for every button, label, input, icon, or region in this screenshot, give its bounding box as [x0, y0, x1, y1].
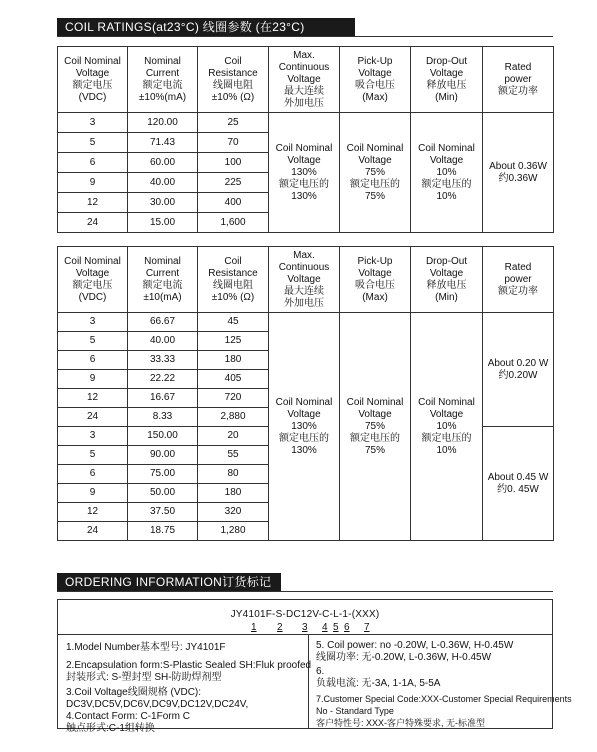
- text-line: 额定电流: [142, 79, 183, 91]
- text-line: Voltage: [358, 408, 392, 420]
- text-line: 额定电压的: [421, 178, 472, 190]
- text-line: Voltage: [358, 267, 392, 279]
- voltage-cell: 6: [58, 465, 128, 484]
- text-line: Nominal: [144, 255, 181, 267]
- current-cell: 71.43: [128, 133, 198, 153]
- text-line: Nominal: [144, 55, 181, 67]
- pickup-voltage-cell: [340, 313, 411, 541]
- table-header-row: [58, 247, 554, 313]
- text-line: Voltage: [358, 154, 392, 166]
- code-digit: 7: [364, 622, 370, 633]
- text-line: 额定电流: [142, 279, 183, 291]
- current-cell: 60.00: [128, 153, 198, 173]
- text-line: 额定电压的: [279, 178, 329, 190]
- header-cell: [198, 247, 269, 313]
- coil-ratings-table-1: [57, 46, 554, 233]
- text-line: Voltage: [287, 408, 321, 420]
- text-line: (Min): [435, 291, 458, 303]
- order-item-coil-voltage: [66, 687, 248, 711]
- text-line: Coil Nominal: [64, 55, 121, 67]
- text-line: 外加电压: [284, 97, 324, 109]
- voltage-cell: 3: [58, 427, 128, 446]
- order-item-coil-power: [316, 640, 513, 664]
- order-item-encapsulation: [66, 660, 311, 684]
- header-cell: [483, 47, 554, 113]
- text-line: (Min): [435, 91, 458, 103]
- text-line: 负载电流: 无-3A, 1-1A, 5-5A: [316, 678, 441, 689]
- current-cell: 50.00: [128, 484, 198, 503]
- table-row: [58, 113, 554, 133]
- text-line: 1.Model Number基本型号: JY4101F: [66, 642, 226, 653]
- text-line: 10%: [436, 166, 457, 178]
- text-line: 额定电压的: [350, 432, 400, 444]
- resistance-cell: 1,280: [198, 522, 269, 541]
- text-line: About 0.20 W: [487, 357, 549, 369]
- ordering-information-box: [57, 599, 572, 734]
- resistance-cell: 25: [198, 113, 269, 133]
- pickup-voltage-cell: [340, 113, 411, 233]
- text-line: Voltage: [75, 67, 110, 79]
- text-line: Voltage: [287, 154, 321, 166]
- header-cell: [198, 47, 269, 113]
- code-digit: 5: [333, 622, 339, 633]
- current-cell: 33.33: [128, 351, 198, 370]
- text-line: Voltage: [429, 267, 464, 279]
- resistance-cell: 2,880: [198, 408, 269, 427]
- text-line: power: [504, 73, 532, 85]
- voltage-cell: 9: [58, 370, 128, 389]
- resistance-cell: 125: [198, 332, 269, 351]
- text-line: 10%: [436, 420, 457, 432]
- resistance-cell: 320: [198, 503, 269, 522]
- header-cell: [340, 47, 411, 113]
- text-line: 线圈电阻: [213, 79, 253, 91]
- text-line: Pick-Up: [357, 255, 393, 267]
- voltage-cell: 9: [58, 173, 128, 193]
- text-line: 线圈功率: 无-0.20W, L-0.36W, H-0.45W: [316, 652, 492, 663]
- header-cell: [411, 247, 483, 313]
- text-line: Voltage: [429, 67, 464, 79]
- text-line: Current: [145, 67, 180, 79]
- code-digit: 4: [322, 622, 328, 633]
- text-line: 3.Coil Voltage线圈规格 (VDC):: [66, 687, 202, 698]
- divider: [58, 634, 552, 635]
- section-rule: [57, 36, 553, 37]
- code-digit: 2: [277, 622, 283, 633]
- order-item-customer-code: [316, 693, 572, 729]
- resistance-cell: 1,600: [198, 213, 269, 233]
- voltage-cell: 6: [58, 351, 128, 370]
- text-line: Voltage: [429, 408, 464, 420]
- rated-power-cell: [483, 113, 554, 233]
- text-line: Coil Nominal: [64, 255, 121, 267]
- text-line: 外加电压: [284, 297, 324, 309]
- current-cell: 120.00: [128, 113, 198, 133]
- text-line: 额定电压: [72, 279, 113, 291]
- ordering-information-title: ORDERING INFORMATION订货标记: [57, 573, 281, 591]
- voltage-cell: 12: [58, 389, 128, 408]
- resistance-cell: 400: [198, 193, 269, 213]
- current-cell: 15.00: [128, 213, 198, 233]
- text-line: 额定电压的: [350, 178, 400, 190]
- text-line: Rated: [504, 261, 532, 273]
- text-line: Continuous: [278, 261, 330, 273]
- header-cell: [128, 247, 198, 313]
- text-line: 130%: [291, 190, 317, 202]
- text-line: Coil Nominal: [275, 396, 333, 408]
- text-line: 约0.36W: [498, 172, 538, 184]
- text-line: 2.Encapsulation form:S-Plastic Sealed SH:Fluk proofed: [66, 660, 312, 671]
- rated-power-cell: [483, 313, 554, 427]
- text-line: Voltage: [287, 273, 321, 285]
- max-voltage-cell: [269, 113, 340, 233]
- text-line: Coil Nominal: [346, 142, 404, 154]
- max-voltage-cell: [269, 313, 340, 541]
- text-line: DC3V,DC5V,DC6V,DC9V,DC12V,DC24V,: [66, 699, 249, 710]
- voltage-cell: 24: [58, 213, 128, 233]
- resistance-cell: 45: [198, 313, 269, 332]
- current-cell: 75.00: [128, 465, 198, 484]
- text-line: Voltage: [429, 154, 464, 166]
- text-line: Voltage: [75, 267, 110, 279]
- current-cell: 90.00: [128, 446, 198, 465]
- text-line: 吸合电压: [355, 79, 395, 91]
- resistance-cell: 405: [198, 370, 269, 389]
- order-item-load-current: [316, 666, 440, 690]
- text-line: Resistance: [208, 67, 258, 79]
- dropout-voltage-cell: [411, 313, 483, 541]
- rated-power-cell: [483, 427, 554, 541]
- voltage-cell: 9: [58, 484, 128, 503]
- text-line: No - Standard Type: [316, 706, 394, 716]
- voltage-cell: 3: [58, 313, 128, 332]
- text-line: Voltage: [287, 73, 321, 85]
- text-line: ±10% (Ω): [211, 91, 255, 103]
- text-line: 10%: [436, 444, 457, 456]
- resistance-cell: 55: [198, 446, 269, 465]
- text-line: Coil Nominal: [346, 396, 404, 408]
- text-line: 释放电压: [426, 279, 467, 291]
- text-line: 75%: [364, 190, 385, 202]
- text-line: Resistance: [208, 267, 258, 279]
- voltage-cell: 24: [58, 408, 128, 427]
- text-line: 5. Coil power: no -0.20W, L-0.36W, H-0.45W: [316, 640, 514, 651]
- resistance-cell: 80: [198, 465, 269, 484]
- current-cell: 30.00: [128, 193, 198, 213]
- voltage-cell: 24: [58, 522, 128, 541]
- code-digit: 3: [302, 622, 308, 633]
- text-line: 最大连续: [284, 85, 324, 97]
- part-number: JY4101F-S-DC12V-C-L-1-(XXX): [230, 609, 380, 620]
- text-line: 额定功率: [498, 285, 538, 297]
- voltage-cell: 12: [58, 503, 128, 522]
- dropout-voltage-cell: [411, 113, 483, 233]
- header-cell: [58, 47, 128, 113]
- header-cell: [58, 247, 128, 313]
- coil-ratings-table-2: [57, 246, 554, 541]
- text-line: 额定电压: [72, 79, 113, 91]
- order-item-model: [66, 642, 226, 654]
- voltage-cell: 5: [58, 446, 128, 465]
- resistance-cell: 225: [198, 173, 269, 193]
- text-line: 客户特性号: XXX-客户特殊要求, 无-标准型: [316, 718, 486, 728]
- text-line: 75%: [364, 444, 385, 456]
- current-cell: 18.75: [128, 522, 198, 541]
- header-cell: [269, 247, 340, 313]
- text-line: 130%: [291, 420, 317, 432]
- text-line: Coil Nominal: [418, 396, 475, 408]
- header-cell: [483, 247, 554, 313]
- text-line: Coil: [224, 255, 242, 267]
- resistance-cell: 180: [198, 351, 269, 370]
- resistance-cell: 720: [198, 389, 269, 408]
- text-line: (VDC): [78, 91, 107, 103]
- text-line: 最大连续: [284, 285, 324, 297]
- text-line: 封装形式: S-塑封型 SH-防助焊剂型: [66, 672, 222, 683]
- text-line: (VDC): [78, 291, 107, 303]
- text-line: power: [504, 273, 532, 285]
- text-line: 额定电压的: [421, 432, 472, 444]
- text-line: Voltage: [358, 67, 392, 79]
- header-cell: [411, 47, 483, 113]
- text-line: 130%: [291, 166, 317, 178]
- header-cell: [269, 47, 340, 113]
- text-line: 额定功率: [498, 85, 538, 97]
- text-line: 10%: [436, 190, 457, 202]
- current-cell: 22.22: [128, 370, 198, 389]
- text-line: Drop-Out: [425, 55, 468, 67]
- text-line: 4.Contact Form: C-1Form C: [66, 711, 190, 722]
- text-line: ±10% (Ω): [211, 291, 255, 303]
- text-line: 130%: [291, 444, 317, 456]
- text-line: 线圈电阻: [213, 279, 253, 291]
- current-cell: 40.00: [128, 173, 198, 193]
- table-header-row: [58, 47, 554, 113]
- text-line: Drop-Out: [425, 255, 468, 267]
- text-line: Continuous: [278, 61, 330, 73]
- text-line: About 0.45 W: [487, 471, 549, 483]
- text-line: Rated: [504, 61, 532, 73]
- table-row: [58, 313, 554, 332]
- current-cell: 66.67: [128, 313, 198, 332]
- text-line: ±10(mA): [143, 291, 182, 303]
- resistance-cell: 180: [198, 484, 269, 503]
- voltage-cell: 3: [58, 113, 128, 133]
- voltage-cell: 5: [58, 133, 128, 153]
- resistance-cell: 100: [198, 153, 269, 173]
- coil-ratings-title: COIL RATINGS(at23°C) 线圈参数 (在23°C): [57, 18, 355, 36]
- text-line: 吸合电压: [355, 279, 395, 291]
- text-line: 触点形式:C-1组转换: [66, 723, 155, 734]
- text-line: Pick-Up: [357, 55, 393, 67]
- current-cell: 8.33: [128, 408, 198, 427]
- text-line: About 0.36W: [489, 160, 547, 172]
- text-line: 6.: [316, 666, 325, 677]
- text-line: (Max): [362, 291, 388, 303]
- text-line: Current: [145, 267, 180, 279]
- header-cell: [128, 47, 198, 113]
- code-digit: 6: [344, 622, 350, 633]
- text-line: 75%: [364, 166, 385, 178]
- text-line: Coil Nominal: [275, 142, 333, 154]
- current-cell: 16.67: [128, 389, 198, 408]
- current-cell: 40.00: [128, 332, 198, 351]
- text-line: Max.: [293, 249, 315, 261]
- text-line: 约0. 45W: [497, 483, 539, 495]
- current-cell: 37.50: [128, 503, 198, 522]
- text-line: Max.: [293, 49, 315, 61]
- header-cell: [340, 247, 411, 313]
- voltage-cell: 6: [58, 153, 128, 173]
- current-cell: 150.00: [128, 427, 198, 446]
- text-line: 75%: [364, 420, 385, 432]
- voltage-cell: 12: [58, 193, 128, 213]
- resistance-cell: 20: [198, 427, 269, 446]
- text-line: Coil Nominal: [418, 142, 475, 154]
- order-item-contact-form: [66, 711, 190, 735]
- code-digit: 1: [251, 622, 257, 633]
- text-line: 约0.20W: [498, 369, 538, 381]
- text-line: 释放电压: [426, 79, 467, 91]
- text-line: 7.Customer Special Code:XXX-Customer Special Requirements: [316, 694, 572, 704]
- text-line: (Max): [362, 91, 388, 103]
- resistance-cell: 70: [198, 133, 269, 153]
- section-rule: [57, 591, 553, 592]
- text-line: 额定电压的: [279, 432, 329, 444]
- text-line: Coil: [224, 55, 242, 67]
- voltage-cell: 5: [58, 332, 128, 351]
- text-line: ±10%(mA): [138, 91, 187, 103]
